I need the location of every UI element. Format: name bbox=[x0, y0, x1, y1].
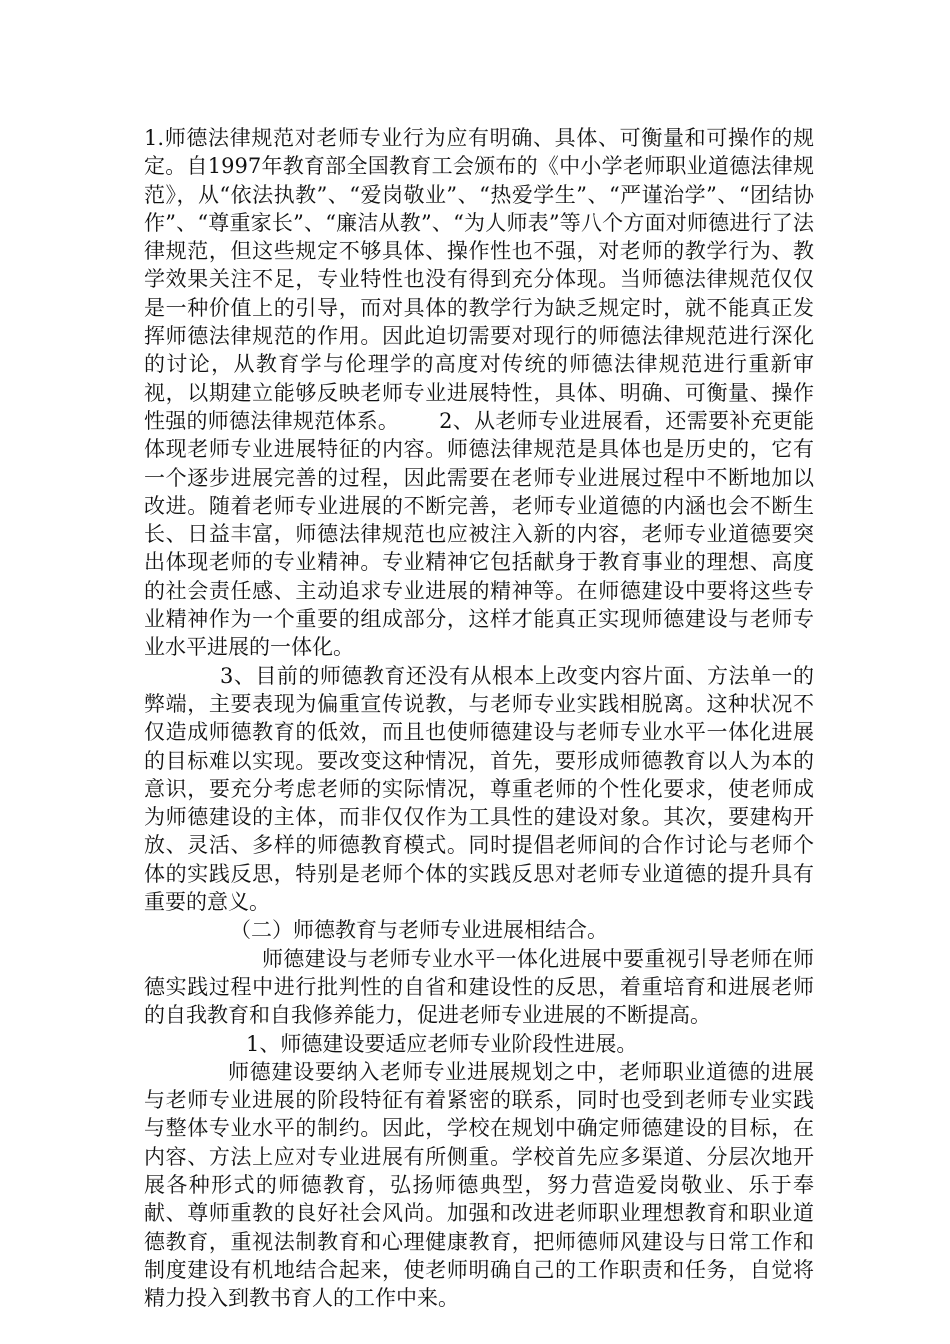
paragraph-2-text: 2、从老师专业进展看，还需要补充更能体现老师专业进展特征的内容。师德法律规范是具体也是历史的，它有一个逐步进展完善的过程，因此需要在老师专业进展过程中不断地加以改进。随着老师专业进展的不断完善，老师专业道德的内涵也会不断生长、日益丰富，师德法律规范也应被注入新的内容，老师专业道德要突出体现老师的专业精神。专业精神它包括献身于教育事业的理想、高度的社会责任感、主动追求专业进展的精神等。在师德建设中要将这些专业精神作为一个重要的组成部分，这样才能真正实现师德建设与老师专业水平进展的一体化。 bbox=[144, 408, 815, 660]
paragraph-3: 3、目前的师德教育还没有从根本上改变内容片面、方法单一的弊端，主要表现为偏重宣传说教，与老师专业实践相脱离。这种状况不仅造成师德教育的低效，而且也使师德建设与老师专业水平一体化进展的目标难以实现。要改变这种情况，首先，要形成师德教育以人为本的意识，要充分考虑老师的实际情况，尊重老师的个性化要求，使老师成为师德建设的主体，而非仅仅作为工具性的建设对象。其次，要建构开放、灵活、多样的师德教育模式。同时提倡老师间的合作讨论与老师个体的实践反思，特别是老师个体的实践反思对老师专业道德的提升具有重要的意义。 bbox=[144, 663, 814, 915]
paragraph-1 bbox=[144, 124, 814, 662]
paragraph-1-text: 1.师德法律规范对老师专业行为应有明确、具体、可衡量和可操作的规定。自1997年教育部全国教育工会颁布的《中小学老师职业道德法律规范》，从“依法执教”、“爱岗敬业”、“热爱学生”、“严谨治学”、“团结协作”、“尊重家长”、“廉洁从教”、“为人师表”等八个方面对师德进行了法律规范，但这些规定不够具体、操作性也不强，对老师的教学行为、教学效果关注不足，专业特性也没有得到充分体现。当师德法律规范仅仅是一种价值上的引导，而对具体的教学行为缺乏规定时，就不能真正发挥师德法律规范的作用。因此迫切需要对现行的师德法律规范进行深化的讨论，从教育学与伦理学的高度对传统的师德法律规范进行重新审视，以期建立能够反映老师专业进展特性，具体、明确、可衡量、操作性强的师德法律规范体系。 bbox=[144, 126, 814, 433]
paragraph-4: 师德建设与老师专业水平一体化进展中要重视引导老师在师德实践过程中进行批判性的自省和建设性的反思，着重培育和进展老师的自我教育和自我修养能力，促进老师专业进展的不断提高。 bbox=[144, 946, 814, 1028]
paragraph-5: 师德建设要纳入老师专业进展规划之中，老师职业道德的进展与老师专业进展的阶段特征有着紧密的联系，同时也受到老师专业实践与整体专业水平的制约。因此，学校在规划中确定师德建设的目标，在内容、方法上应对专业进展有所侧重。学校首先应多渠道、分层次地开展各种形式的师德教育，弘扬师德典型，努力营造爱岗敬业、乐于奉献、尊师重教的良好社会风尚。加强和改进老师职业理想教育和职业道德教育，重视法制教育和心理健康教育，把师德师风建设与日常工作和制度建设有机地结合起来，使老师明确自己的工作职责和任务，自觉将精力投入到教书育人的工作中来。 bbox=[144, 1059, 814, 1311]
subsection-heading-1: 1、师德建设要适应老师专业阶段性进展。 bbox=[246, 1031, 638, 1056]
section-heading-2: （二）师德教育与老师专业进展相结合。 bbox=[230, 918, 608, 943]
document-body bbox=[144, 124, 814, 1312]
